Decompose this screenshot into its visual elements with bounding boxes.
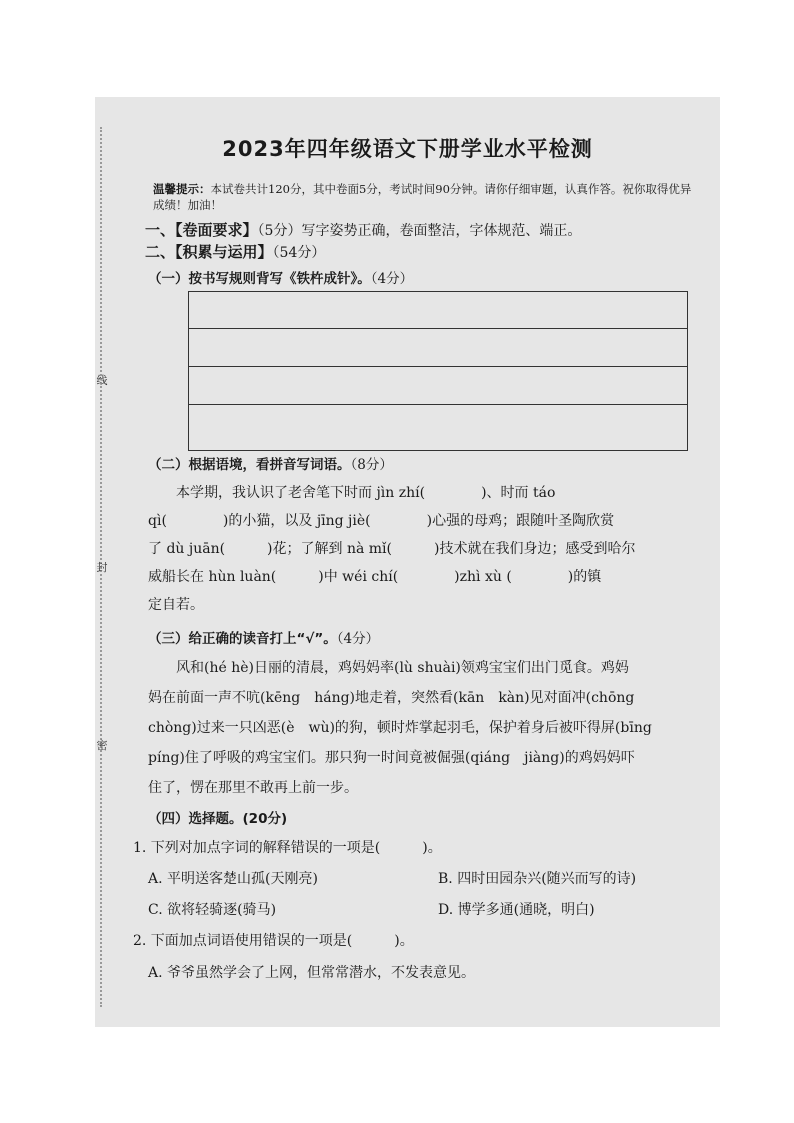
choice-option-c: C. 欲将轻骑逐(骑马)	[148, 902, 277, 918]
question-four-heading: （四）选择题。(20分)	[148, 811, 288, 827]
writing-line	[189, 404, 687, 405]
writing-line	[189, 366, 687, 367]
question-two-heading: （二）根据语境，看拼音写词语。（8分）	[148, 457, 393, 473]
choice-option-b: B. 四时田园杂兴(随兴而写的诗)	[438, 871, 637, 887]
question-three-line: chòng)过来一只凶恶(è wù)的狗，顿时炸掌起羽毛，保护着身后被吓得屏(bīng	[148, 720, 652, 736]
tip-text	[153, 181, 693, 213]
tip-body: 本试卷共计120分，其中卷面5分，考试时间90分钟。请你仔细审题，认真作答。祝你取得优异成绩！加油！	[153, 182, 692, 212]
question-two-line: qì( )的小猫，以及 jīng jiè( )心强的母鸡；跟随叶圣陶欣赏	[148, 513, 615, 529]
question-two-line: 本学期，我认识了老舍笔下时而 jìn zhí( )、时而 táo	[148, 485, 556, 501]
question-three-line: píng)住了呼吸的鸡宝宝们。那只狗一时间竟被倔强(qiáng jiàng)的鸡妈妈吓	[148, 750, 635, 766]
tip-label: 温馨提示：	[153, 182, 211, 196]
question-two-line: 威船长在 hùn luàn( )中 wéi chí( )zhì xù ( )的镇	[148, 569, 602, 585]
question-three-line: 住了，愣在那里不敢再上前一步。	[148, 780, 358, 796]
question-three-line: 风和(hé hè)日丽的清晨，鸡妈妈率(lù shuài)领鸡宝宝们出门觅食。鸡妈	[148, 660, 629, 676]
section-two-title: 【积累与运用】	[175, 243, 273, 261]
section-two-points: （54分）	[272, 245, 326, 261]
binding-mark: 线	[96, 374, 108, 387]
choice-option-a: A. 平明送客楚山孤(天刚亮)	[148, 871, 318, 887]
choice-option-a: A. 爷爷虽然学会了上网，但常常潜水，不发表意见。	[148, 965, 476, 981]
section-one-text: （5分）写字姿势正确，卷面整洁，字体规范、端正。	[257, 223, 582, 239]
section-one: 一、【卷面要求】（5分）写字姿势正确，卷面整洁，字体规范、端正。	[145, 221, 582, 239]
exam-paper	[95, 97, 720, 1027]
writing-line	[189, 328, 687, 329]
choice-option-d: D. 博学多通(通晓，明白)	[438, 902, 595, 918]
question-three-heading: （三）给正确的读音打上“√”。（4分）	[148, 631, 380, 647]
section-one-title: 【卷面要求】	[175, 221, 258, 239]
question-two-line: 定自若。	[148, 597, 204, 613]
binding-mark: 密	[96, 739, 108, 752]
question-three-line: 妈在前面一声不吭(kēng háng)地走着，突然看(kān kàn)见对面冲(chōng	[148, 690, 635, 706]
question-two-line: 了 dù juān( )花；了解到 nà mǐ( )技术就在我们身边；感受到哈尔	[148, 541, 636, 557]
page-title: 2023年四年级语文下册学业水平检测	[222, 137, 593, 161]
section-two: 二、【积累与运用】（54分）	[145, 243, 326, 261]
binding-mark: 封	[96, 561, 108, 574]
choice-question-2: 2. 下面加点词语使用错误的一项是( )。	[133, 933, 414, 949]
choice-question-1: 1. 下列对加点字词的解释错误的一项是( )。	[133, 840, 442, 856]
question-one-heading: （一）按书写规则背写《铁杵成针》。（4分）	[148, 271, 414, 287]
writing-box[interactable]	[188, 291, 688, 451]
